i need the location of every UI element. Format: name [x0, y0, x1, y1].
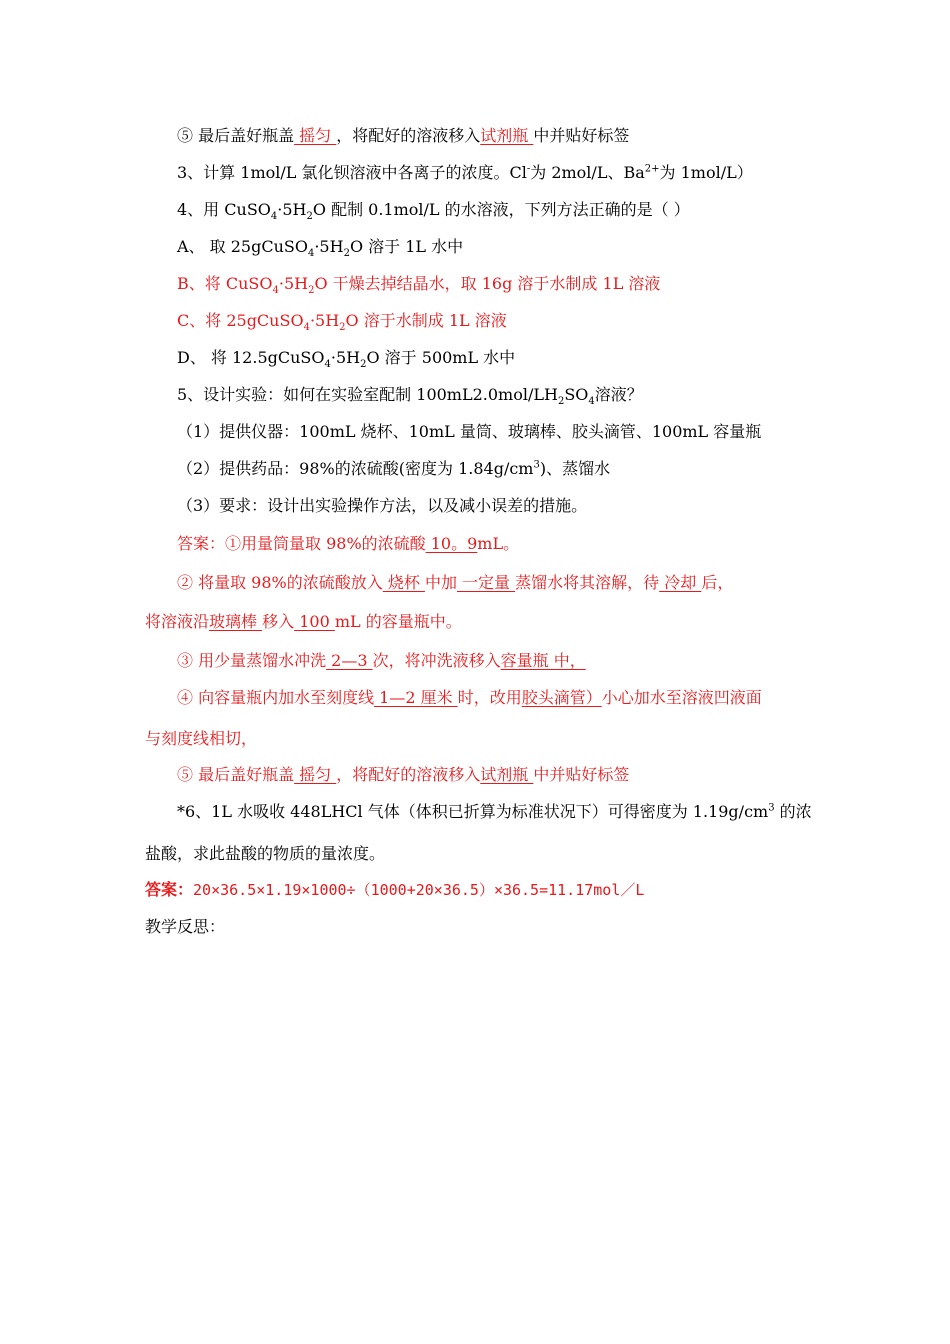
text: 中并贴好标签 [533, 126, 630, 145]
text: ⑤ 最后盖好瓶盖 [177, 765, 295, 784]
text: C、将 25gCuSO [177, 311, 304, 330]
answer-q6 [145, 880, 950, 900]
text: 答案：①用量筒量取 98%的浓硫酸 [177, 534, 426, 553]
text: 为 2mol/L、Ba [530, 163, 645, 182]
text: mL。 [477, 534, 520, 553]
option-d [177, 348, 950, 371]
text: ② 将量取 98%的浓硫酸放入 [177, 573, 383, 592]
subscript: 2 [306, 211, 313, 223]
text: ③ 用少量蒸馏水冲洗 [177, 651, 327, 670]
answer-blank: 烧杯 [382, 573, 425, 592]
question-6-cont [145, 844, 950, 864]
subscript: 2 [360, 359, 367, 371]
text: ·5H [277, 200, 307, 219]
subscript: 2 [339, 322, 346, 334]
text: 小心加水至溶液凹液面 [601, 688, 762, 707]
subscript: 4 [588, 396, 595, 408]
text: B、将 CuSO [177, 274, 273, 293]
text: （2）提供药品：98%的浓硫酸(密度为 1.84g/cm [177, 459, 534, 478]
answer-blank: 胶头滴管） [521, 688, 602, 707]
text: 中加 [424, 573, 457, 592]
answer-step4-cont [145, 729, 950, 749]
text: 后， [701, 573, 734, 592]
text: 时，改用 [457, 688, 522, 707]
text: （3）要求：设计出实验操作方法，以及减小误差的措施。 [177, 496, 588, 515]
text: （1）提供仪器：100mL 烧杯、10mL 量筒、玻璃棒、胶头滴管、100mL 容量瓶 [177, 422, 762, 441]
answer-blank: 试剂瓶 [480, 126, 534, 145]
answer-step5 [177, 765, 950, 785]
text: O 溶于 500mL 水中 [366, 348, 516, 367]
text: *6、1L 水吸收 448LHCl 气体（体积已折算为标准状况下）可得密度为 1.19g/cm [177, 802, 769, 821]
subscript: 4 [303, 322, 310, 334]
text: D、 将 12.5gCuSO [177, 348, 325, 367]
text: 3、计算 1mol/L 氯化钡溶液中各离子的浓度。Cl [177, 163, 527, 182]
text: 与刻度线相切， [145, 729, 258, 748]
text: 中并贴好标签 [533, 765, 630, 784]
answer-blank: 1—2 厘米 [374, 688, 458, 707]
subscript: 4 [307, 248, 315, 260]
text: ，将配好的溶液移入 [336, 126, 481, 145]
answer-blank: 摇匀 [294, 126, 337, 145]
instruments-line [177, 422, 950, 442]
teaching-reflection [145, 917, 950, 937]
text: ·5H [314, 237, 344, 256]
text: ·5H [278, 274, 309, 293]
text: O 干燥去掉结晶水，取 16g 溶于水制成 1L 溶液 [314, 274, 661, 293]
answer-blank: 冷却 [659, 573, 702, 592]
text: ⑤ 最后盖好瓶盖 [177, 126, 295, 145]
answer-step1 [177, 534, 950, 554]
answer-blank: 10。9 [425, 534, 478, 553]
text: ，将配好的溶液移入 [336, 765, 481, 784]
text: 次，将冲洗液移入 [372, 651, 501, 670]
superscript: 3 [533, 459, 540, 471]
subscript: 4 [324, 359, 331, 371]
question-3 [177, 163, 950, 183]
subscript: 2 [308, 285, 315, 297]
text: A、 取 25gCuSO [177, 237, 308, 256]
answer-formula: 20×36.5×1.19×1000÷（1000+20×36.5）×36.5=11.17mol／L [193, 881, 645, 899]
answer-blank: 试剂瓶 [480, 765, 534, 784]
superscript: 3 [768, 802, 775, 814]
text: SO [564, 385, 589, 404]
option-c [177, 311, 950, 334]
answer-blank: 100 [294, 612, 335, 631]
subscript: 2 [343, 248, 350, 260]
text: 盐酸，求此盐酸的物质的量浓度。 [145, 844, 386, 863]
answer-step2 [177, 573, 950, 593]
text: ·5H [309, 311, 340, 330]
subscript: 4 [270, 211, 278, 223]
option-b [177, 274, 950, 297]
answer-label: 答案： [145, 880, 194, 899]
question-6 [177, 802, 950, 822]
question-4 [177, 200, 950, 223]
text: 为 1mol/L） [659, 163, 753, 182]
text: 教学反思： [145, 917, 226, 936]
text: 移入 [262, 612, 295, 631]
text: ·5H [330, 348, 361, 367]
text: 的浓 [774, 802, 812, 821]
option-a [177, 237, 950, 260]
text: O 溶于水制成 1L 溶液 [345, 311, 507, 330]
reagents-line [177, 459, 950, 479]
text: 4、用 CuSO [177, 200, 271, 219]
text: ④ 向容量瓶内加水至刻度线 [177, 688, 375, 707]
text: 5、设计实验：如何在实验室配制 100mL2.0mol/LH [177, 385, 558, 404]
text: O 溶于 1L 水中 [349, 237, 464, 256]
step5-line [177, 126, 950, 146]
answer-step3 [177, 651, 950, 671]
answer-blank: 容量瓶 中， [500, 651, 586, 670]
text: O 配制 0.1mol/L 的水溶液，下列方法正确的是（ ） [312, 200, 690, 219]
answer-step2-cont [145, 612, 950, 632]
answer-blank: 2—3 [326, 651, 373, 670]
answer-step4 [177, 688, 950, 708]
superscript: - [526, 163, 531, 175]
answer-blank: 玻璃棒 [209, 612, 263, 631]
text: 将溶液沿 [145, 612, 210, 631]
subscript: 2 [557, 396, 565, 408]
question-5 [177, 385, 950, 408]
requirements-line [177, 496, 950, 516]
answer-blank: 摇匀 [294, 765, 337, 784]
superscript: 2+ [644, 163, 660, 175]
text: 蒸馏水将其溶解，待 [515, 573, 660, 592]
text: 溶液？ [594, 385, 643, 404]
subscript: 4 [272, 285, 279, 297]
answer-blank: 一定量 [456, 573, 516, 592]
text: mL 的容量瓶中。 [334, 612, 462, 631]
text: )、蒸馏水 [539, 459, 611, 478]
